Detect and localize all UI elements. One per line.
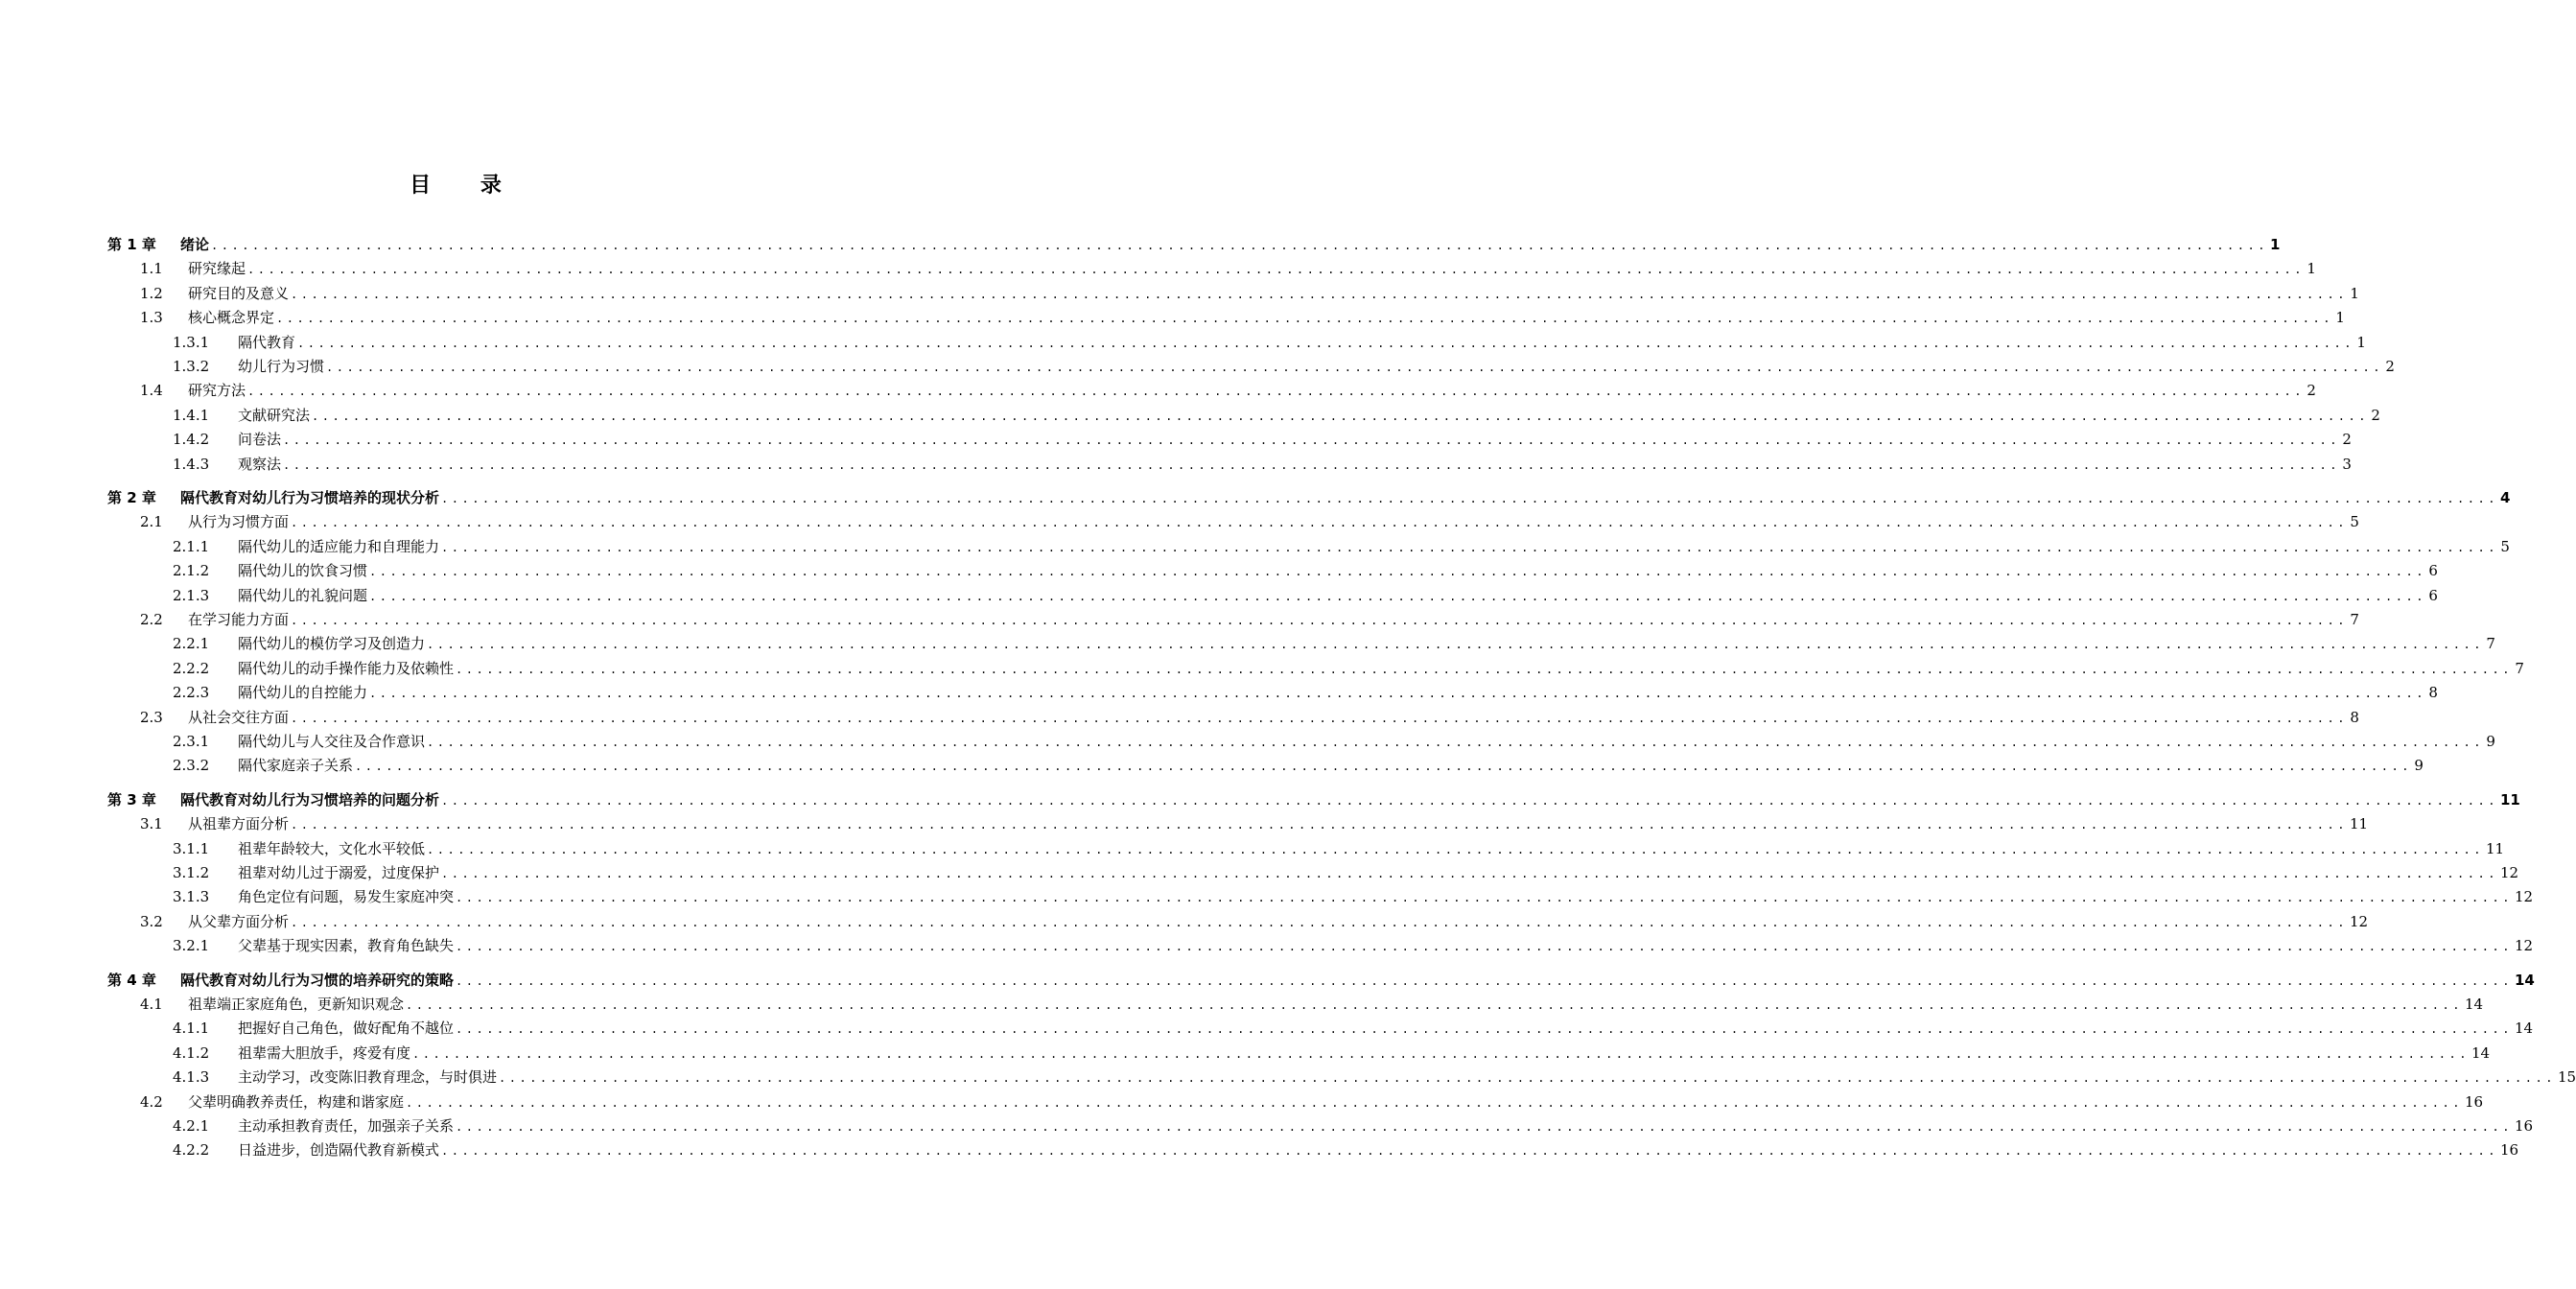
toc-entry-number: 1.3 <box>140 309 163 326</box>
toc-entry[interactable] <box>173 861 2519 884</box>
toc-entry[interactable] <box>173 754 2424 777</box>
toc-dot-leader: ........................................................................................................................................................................................................ <box>456 663 2513 676</box>
toc-entry-title: 隔代幼儿与人交往及合作意识 <box>238 733 426 750</box>
toc-entry[interactable] <box>173 837 2505 860</box>
toc-entry-title: 隔代教育对幼儿行为习惯培养的现状分析 <box>180 489 440 506</box>
toc-entry-page: 3 <box>2342 456 2352 473</box>
toc-entry-number: 1.4.1 <box>173 407 210 424</box>
toc-entry-number: 1.4 <box>140 382 163 399</box>
toc-entry[interactable] <box>173 1017 2534 1040</box>
toc-entry-number: 1.4.2 <box>173 431 210 448</box>
toc-entry-number: 4.2 <box>140 1093 163 1111</box>
toc-entry[interactable] <box>173 1066 2576 1089</box>
toc-dot-leader: ........................................................................................................................................................................................................ <box>427 736 2484 749</box>
toc-dot-leader: ........................................................................................................................................................................................................ <box>291 712 2348 725</box>
toc-entry-page: 8 <box>2428 684 2438 701</box>
toc-dot-leader: ........................................................................................................................................................................................................ <box>406 998 2463 1012</box>
toc-entry-number: 4.1.1 <box>173 1019 210 1037</box>
toc-dot-leader: ........................................................................................................................................................................................................ <box>247 385 2305 398</box>
toc-entry-number: 3.2 <box>140 913 163 930</box>
toc-dot-leader: ........................................................................................................................................................................................................ <box>441 794 2498 808</box>
toc-dot-leader: ........................................................................................................................................................................................................ <box>291 614 2348 627</box>
toc-entry-number: 4.2.2 <box>173 1141 210 1159</box>
toc-entry-page: 1 <box>2269 236 2281 253</box>
toc-title: 目 录 <box>410 174 523 198</box>
toc-dot-leader: ........................................................................................................................................................................................................ <box>247 263 2305 276</box>
toc-entry-title: 日益进步，创造隔代教育新模式 <box>238 1141 440 1159</box>
toc-entry-page: 1 <box>2307 260 2316 277</box>
toc-entry-title: 绪论 <box>180 236 210 253</box>
toc-dot-leader: ........................................................................................................................................................................................................ <box>456 891 2513 904</box>
toc-entry[interactable] <box>173 428 2352 451</box>
toc-dot-leader: ........................................................................................................................................................................................................ <box>283 458 2340 472</box>
toc-entry[interactable] <box>173 730 2495 753</box>
toc-entry-title: 观察法 <box>238 456 282 473</box>
toc-entry-page: 7 <box>2486 635 2495 652</box>
toc-entry-number: 2.1 <box>140 513 163 530</box>
toc-entry[interactable] <box>140 379 2316 402</box>
toc-dot-leader: ........................................................................................................................................................................................................ <box>456 1120 2513 1134</box>
toc-entry[interactable] <box>140 706 2359 729</box>
toc-dot-leader: ........................................................................................................................................................................................................ <box>211 239 2268 252</box>
toc-entry-title: 祖辈年龄较大，文化水平较低 <box>238 840 426 857</box>
toc-entry[interactable] <box>140 257 2316 280</box>
toc-entry-number: 2.2.1 <box>173 635 210 652</box>
toc-entry-title: 问卷法 <box>238 431 282 448</box>
toc-entry-title: 把握好自己角色，做好配角不越位 <box>238 1019 455 1037</box>
toc-entry-number: 第 1 章 <box>107 236 156 253</box>
toc-dot-leader: ........................................................................................................................................................................................................ <box>297 337 2354 350</box>
toc-entry[interactable] <box>140 282 2359 305</box>
toc-entry[interactable] <box>173 355 2395 378</box>
toc-entry[interactable] <box>140 993 2484 1016</box>
toc-entry-number: 2.2 <box>140 611 163 628</box>
toc-entry-page: 8 <box>2350 709 2359 726</box>
toc-entry-title: 幼儿行为习惯 <box>238 358 325 375</box>
toc-entry[interactable] <box>173 657 2524 680</box>
toc-entry-number: 第 4 章 <box>107 972 156 989</box>
toc-entry-page: 2 <box>2342 431 2352 448</box>
toc-entry-number: 第 3 章 <box>107 791 156 809</box>
toc-entry-page: 14 <box>2471 1044 2491 1062</box>
toc-entry-page: 2 <box>2307 382 2316 399</box>
toc-entry-number: 3.1.1 <box>173 840 210 857</box>
toc-entry-page: 12 <box>2514 937 2534 954</box>
toc-entry[interactable] <box>140 1090 2484 1113</box>
toc-entry-title: 隔代家庭亲子关系 <box>238 757 354 774</box>
toc-dot-leader: ........................................................................................................................................................................................................ <box>441 492 2498 505</box>
toc-entry[interactable] <box>107 969 2535 992</box>
toc-entry-number: 2.2.3 <box>173 684 210 701</box>
toc-entry-page: 6 <box>2428 587 2438 604</box>
toc-entry-number: 2.3.2 <box>173 757 210 774</box>
toc-entry[interactable] <box>173 632 2495 655</box>
toc-entry[interactable] <box>140 510 2359 533</box>
toc-entry-title: 祖辈端正家庭角色，更新知识观念 <box>188 996 405 1013</box>
toc-entry[interactable] <box>140 306 2345 329</box>
toc-entry-title: 父辈明确教养责任，构建和谐家庭 <box>188 1093 405 1111</box>
toc-entry-title: 研究缘起 <box>188 260 246 277</box>
toc-entry-page: 14 <box>2514 1019 2534 1037</box>
toc-entry-number: 1.3.1 <box>173 334 210 351</box>
toc-entry[interactable] <box>140 910 2369 933</box>
toc-entry[interactable] <box>173 1138 2519 1161</box>
toc-entry[interactable] <box>173 559 2438 582</box>
toc-entry-page: 14 <box>2464 996 2484 1013</box>
toc-entry-page: 15 <box>2557 1068 2576 1086</box>
toc-entry-page: 11 <box>2349 815 2369 832</box>
toc-dot-leader: ........................................................................................................................................................................................................ <box>456 1022 2513 1036</box>
toc-entry-number: 3.1.3 <box>173 888 210 905</box>
toc-entry-number: 2.1.3 <box>173 587 210 604</box>
toc-entry-title: 研究方法 <box>188 382 246 399</box>
toc-entry[interactable] <box>173 934 2534 957</box>
toc-entry-page: 2 <box>2371 407 2380 424</box>
toc-dot-leader: ........................................................................................................................................................................................................ <box>276 312 2333 325</box>
toc-entry-title: 角色定位有问题，易发生家庭冲突 <box>238 888 455 905</box>
toc-entry-title: 隔代幼儿的模仿学习及创造力 <box>238 635 426 652</box>
toc-entry-page: 1 <box>2350 285 2359 302</box>
toc-entry-page: 5 <box>2350 513 2359 530</box>
toc-entry[interactable] <box>173 1042 2491 1065</box>
toc-entry-number: 第 2 章 <box>107 489 156 506</box>
toc-dot-leader: ........................................................................................................................................................................................................ <box>441 867 2498 880</box>
toc-entry-page: 1 <box>2335 309 2345 326</box>
toc-dot-leader: ........................................................................................................................................................................................................ <box>369 590 2426 603</box>
toc-dot-leader: ........................................................................................................................................................................................................ <box>312 410 2369 423</box>
toc-dot-leader: ........................................................................................................................................................................................................ <box>456 974 2513 988</box>
toc-dot-leader: ........................................................................................................................................................................................................ <box>499 1071 2556 1085</box>
toc-entry-page: 12 <box>2514 888 2534 905</box>
toc-entry-number: 1.4.3 <box>173 456 210 473</box>
toc-entry-page: 12 <box>2499 864 2519 881</box>
toc-entry-number: 2.1.2 <box>173 562 210 579</box>
toc-entry-number: 2.2.2 <box>173 660 210 677</box>
toc-entry-title: 文献研究法 <box>238 407 311 424</box>
toc-entry-page: 16 <box>2499 1141 2519 1159</box>
toc-entry-title: 核心概念界定 <box>188 309 275 326</box>
toc-entry[interactable] <box>140 812 2369 835</box>
toc-entry-page: 2 <box>2385 358 2395 375</box>
toc-dot-leader: ........................................................................................................................................................................................................ <box>427 843 2484 856</box>
toc-entry-title: 隔代幼儿的动手操作能力及依赖性 <box>238 660 455 677</box>
toc-entry-page: 16 <box>2464 1093 2484 1111</box>
toc-entry[interactable] <box>173 584 2438 607</box>
toc-entry-page: 6 <box>2428 562 2438 579</box>
toc-dot-leader: ........................................................................................................................................................................................................ <box>406 1096 2463 1110</box>
toc-entry-page: 9 <box>2414 757 2424 774</box>
toc-entry-number: 1.1 <box>140 260 163 277</box>
toc-dot-leader: ........................................................................................................................................................................................................ <box>369 565 2426 578</box>
toc-entry-title: 父辈基于现实因素，教育角色缺失 <box>238 937 455 954</box>
toc-entry-page: 7 <box>2350 611 2359 628</box>
toc-entry[interactable] <box>173 404 2380 427</box>
toc-entry-number: 3.1.2 <box>173 864 210 881</box>
toc-entry-number: 2.3 <box>140 709 163 726</box>
toc-dot-leader: ........................................................................................................................................................................................................ <box>326 361 2383 374</box>
toc-entry-page: 11 <box>2485 840 2505 857</box>
toc-entry-number: 4.1.3 <box>173 1068 210 1086</box>
toc-entry-title: 从祖辈方面分析 <box>188 815 290 832</box>
toc-entry-number: 4.1 <box>140 996 163 1013</box>
toc-dot-leader: ........................................................................................................................................................................................................ <box>412 1047 2470 1061</box>
toc-entry[interactable] <box>107 233 2281 256</box>
toc-dot-leader: ........................................................................................................................................................................................................ <box>456 940 2513 953</box>
toc-entry-page: 12 <box>2349 913 2369 930</box>
toc-entry-page: 4 <box>2499 489 2511 506</box>
toc-entry-title: 隔代教育对幼儿行为习惯培养的问题分析 <box>180 791 440 809</box>
toc-entry-title: 隔代幼儿的自控能力 <box>238 684 368 701</box>
toc-entry-page: 5 <box>2500 538 2510 555</box>
toc-entry[interactable] <box>173 681 2438 704</box>
toc-entry-number: 1.3.2 <box>173 358 210 375</box>
toc-entry-title: 隔代幼儿的饮食习惯 <box>238 562 368 579</box>
toc-entry-page: 11 <box>2499 791 2520 809</box>
toc-entry-title: 隔代教育对幼儿行为习惯的培养研究的策略 <box>180 972 455 989</box>
toc-dot-leader: ........................................................................................................................................................................................................ <box>441 541 2498 554</box>
toc-entry-number: 4.2.1 <box>173 1117 210 1135</box>
toc-dot-leader: ........................................................................................................................................................................................................ <box>427 638 2484 651</box>
toc-entry-title: 主动承担教育责任，加强亲子关系 <box>238 1117 455 1135</box>
toc-entry-page: 7 <box>2515 660 2524 677</box>
toc-entry-page: 9 <box>2486 733 2495 750</box>
toc-entry[interactable] <box>107 486 2511 509</box>
toc-dot-leader: ........................................................................................................................................................................................................ <box>441 1144 2498 1158</box>
toc-entry-title: 隔代幼儿的礼貌问题 <box>238 587 368 604</box>
toc-entry-title: 祖辈需大胆放手，疼爱有度 <box>238 1044 411 1062</box>
toc-entry[interactable] <box>173 535 2510 558</box>
toc-entry-number: 3.1 <box>140 815 163 832</box>
toc-entry-title: 研究目的及意义 <box>188 285 290 302</box>
toc-entry[interactable] <box>173 885 2534 908</box>
toc-entry-page: 16 <box>2514 1117 2534 1135</box>
toc-entry[interactable] <box>140 608 2359 631</box>
toc-entry[interactable] <box>173 331 2366 354</box>
toc-entry-title: 祖辈对幼儿过于溺爱，过度保护 <box>238 864 440 881</box>
toc-dot-leader: ........................................................................................................................................................................................................ <box>369 687 2426 700</box>
toc-dot-leader: ........................................................................................................................................................................................................ <box>283 434 2340 447</box>
toc-dot-leader: ........................................................................................................................................................................................................ <box>291 288 2348 301</box>
toc-dot-leader: ........................................................................................................................................................................................................ <box>291 916 2348 929</box>
toc-entry-title: 隔代幼儿的适应能力和自理能力 <box>238 538 440 555</box>
toc-entry-title: 从行为习惯方面 <box>188 513 290 530</box>
toc-entry-title: 从社会交往方面 <box>188 709 290 726</box>
toc-entry-title: 隔代教育 <box>238 334 296 351</box>
toc-dot-leader: ........................................................................................................................................................................................................ <box>291 516 2348 529</box>
toc-entry-number: 2.1.1 <box>173 538 210 555</box>
toc-entry[interactable] <box>173 1114 2534 1137</box>
toc-entry-number: 4.1.2 <box>173 1044 210 1062</box>
toc-entry-number: 1.2 <box>140 285 163 302</box>
toc-entry-title: 在学习能力方面 <box>188 611 290 628</box>
toc-entry-page: 14 <box>2514 972 2535 989</box>
toc-entry-number: 3.2.1 <box>173 937 210 954</box>
toc-entry[interactable] <box>173 453 2352 476</box>
toc-entry-page: 1 <box>2356 334 2366 351</box>
toc-entry-title: 主动学习，改变陈旧教育理念，与时俱进 <box>238 1068 498 1086</box>
toc-entry-number: 2.3.1 <box>173 733 210 750</box>
toc-entry-title: 从父辈方面分析 <box>188 913 290 930</box>
toc-dot-leader: ........................................................................................................................................................................................................ <box>291 818 2348 832</box>
toc-dot-leader: ........................................................................................................................................................................................................ <box>355 760 2412 773</box>
toc-entry[interactable] <box>107 788 2520 811</box>
